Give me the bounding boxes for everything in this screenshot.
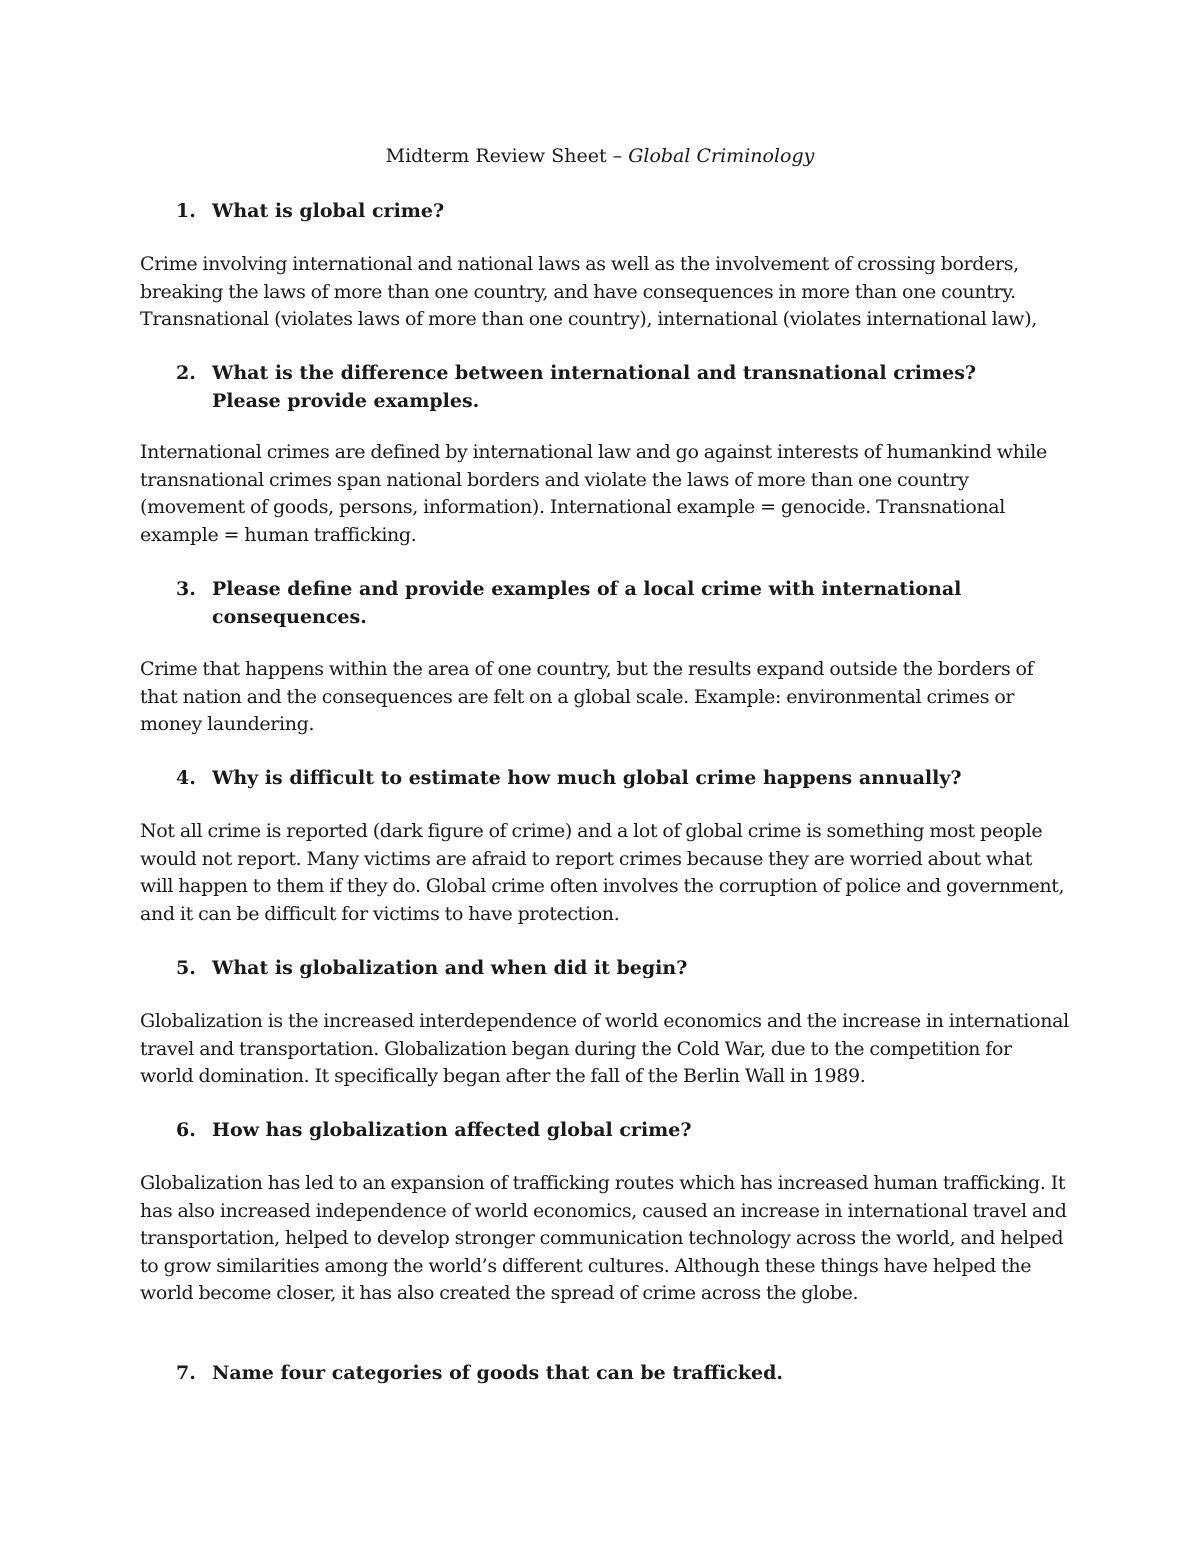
question-number: 5.	[176, 957, 196, 979]
question-number: 7.	[176, 1362, 196, 1384]
question-text: How has globalization affected global crime?	[212, 1119, 692, 1141]
answer-3: Crime that happens within the area of one country, but the results expand outside the borders of that nation and the consequences are felt on a global scale. Example: environmental crimes or money laundering.	[140, 658, 1034, 735]
answer-6: Globalization has led to an expansion of trafficking routes which has increased human trafficking. It has also increased independence of world economics, caused an increase in international travel and transportation, helped to develop stronger communication technology across the world, and helped to grow similarities among the world’s different cultures. Although these things have helped the world become closer, it has also created the spread of crime across the globe.	[140, 1172, 1067, 1304]
answer-1: Crime involving international and national laws as well as the involvement of crossing borders, breaking the laws of more than one country, and have consequences in more than one country. Transnational (violates laws of more than one country), international (violates international law),	[140, 253, 1037, 330]
answer-5: Globalization is the increased interdependence of world economics and the increase in international travel and transportation. Globalization began during the Cold War, due to the competition for world domination. It specifically began after the fall of the Berlin Wall in 1989.	[140, 1010, 1069, 1087]
question-3	[140, 575, 1020, 631]
answer-4: Not all crime is reported (dark figure of crime) and a lot of global crime is something most people would not report. Many victims are afraid to report crimes because they are worried about what will happen to them if they do. Global crime often involves the corruption of police and government, and it can be difficult for victims to have protection.	[140, 820, 1065, 925]
question-number: 1.	[176, 200, 196, 222]
question-text: What is globalization and when did it begin?	[212, 957, 688, 979]
question-text: What is global crime?	[212, 200, 445, 222]
title-subject: Global Criminology	[628, 145, 815, 167]
question-number: 4.	[176, 767, 196, 789]
question-2	[140, 359, 1020, 415]
question-text: Why is difficult to estimate how much global crime happens annually?	[212, 767, 962, 789]
question-number: 3.	[176, 578, 196, 600]
question-text: Please define and provide examples of a local crime with international consequences.	[212, 578, 962, 628]
question-number: 2.	[176, 362, 196, 384]
question-text: What is the difference between international and transnational crimes? Please provide examples.	[212, 362, 977, 412]
title-main: Midterm Review Sheet –	[385, 145, 629, 167]
question-number: 6.	[176, 1119, 196, 1141]
question-7	[140, 1359, 1020, 1387]
question-text: Name four categories of goods that can be trafficked.	[212, 1362, 784, 1384]
answer-2: International crimes are defined by international law and go against interests of humankind while transnational crimes span national borders and violate the laws of more than one country (movement of goods, persons, information). International example = genocide. Transnational example = human trafficking.	[140, 441, 1047, 546]
document-title	[0, 142, 1200, 170]
question-1	[140, 197, 1020, 225]
question-6	[140, 1116, 1020, 1144]
question-4	[140, 764, 1020, 792]
question-5	[140, 954, 1020, 982]
